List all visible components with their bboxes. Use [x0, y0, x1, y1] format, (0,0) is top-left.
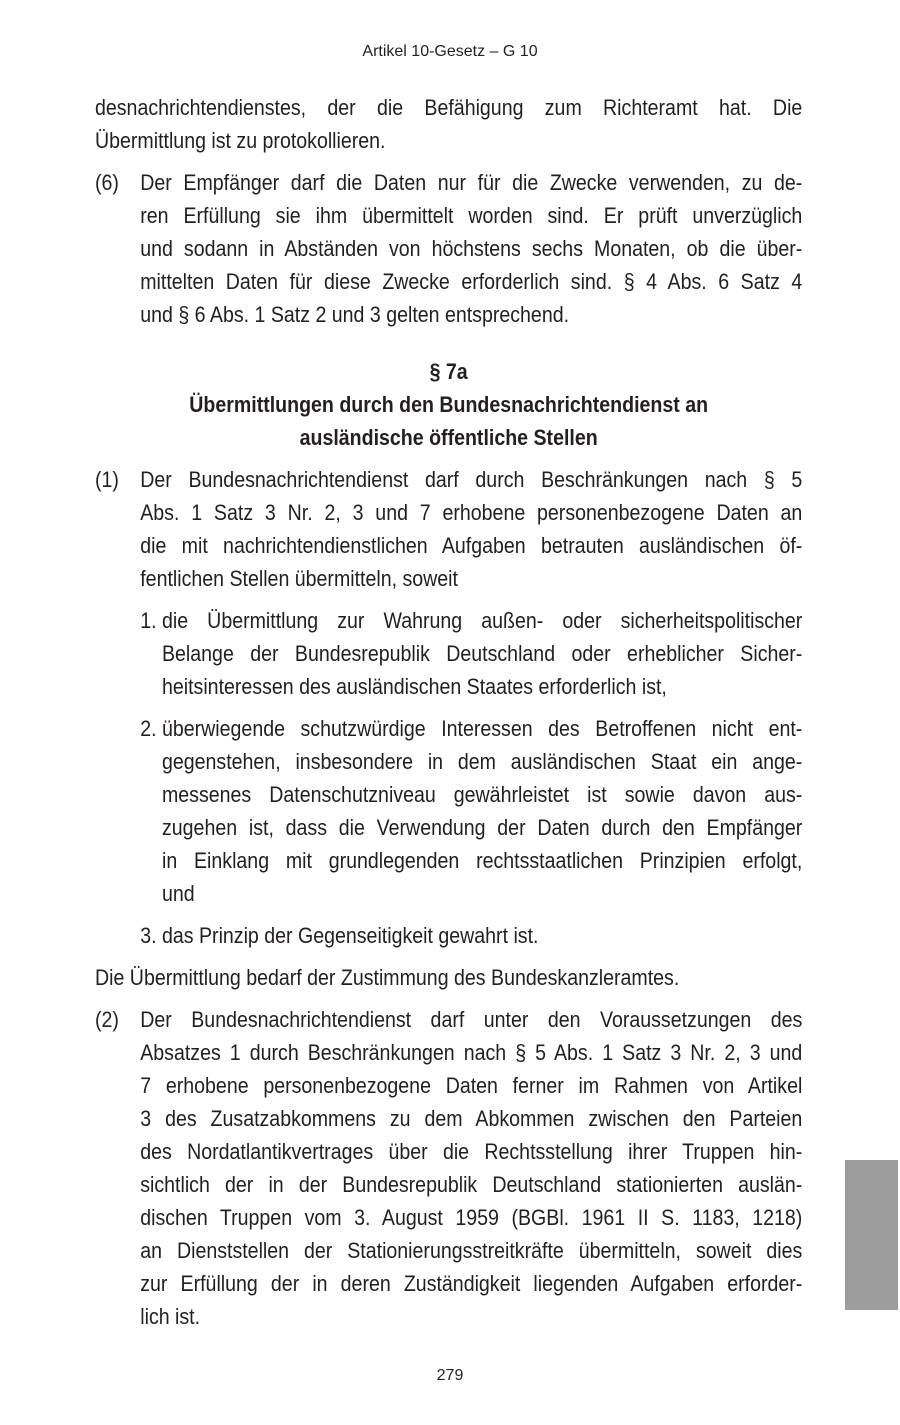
text-line: überwiegende schutzwürdige Interessen des Betroffenen nicht ent- — [161, 716, 803, 741]
text-line: und — [161, 881, 195, 906]
text-line: die mit nachrichtendienstlichen Aufgaben betrauten ausländischen öf- — [140, 533, 803, 558]
paragraph-text — [95, 604, 802, 703]
paragraph — [95, 166, 802, 331]
text-line: zugehen ist, dass die Verwendung der Daten durch den Empfänger — [161, 815, 803, 840]
running-header: Artikel 10-Gesetz – G 10 — [362, 43, 538, 60]
text-line: 7 erhobene personenbezogene Daten ferner im Rahmen von Artikel — [140, 1073, 803, 1098]
text-line: fentlichen Stellen übermitteln, soweit — [140, 566, 458, 591]
text-line: Die Übermittlung bedarf der Zustimmung des Bundeskanzleramtes. — [95, 965, 680, 990]
paragraph-text — [95, 1003, 802, 1333]
body-text — [95, 91, 802, 1333]
text-line: messenes Datenschutzniveau gewährleistet ist sowie davon aus- — [161, 782, 803, 807]
paragraph-number: (6) — [95, 170, 119, 195]
list-item — [95, 712, 802, 910]
paragraph-2 — [95, 1003, 802, 1333]
page-number: 279 — [436, 1367, 464, 1384]
section-title-line: ausländische öffentliche Stellen — [299, 425, 598, 450]
text-line: und § 6 Abs. 1 Satz 2 und 3 gelten entsprechend. — [140, 302, 570, 327]
text-line: lich ist. — [140, 1304, 201, 1329]
paragraph-number: (2) — [95, 1007, 119, 1032]
text-line: Der Bundesnachrichtendienst darf unter den Voraussetzungen des — [140, 1007, 803, 1032]
text-line: heitsinteressen des ausländischen Staates erforderlich ist, — [161, 674, 667, 699]
paragraph — [95, 91, 802, 157]
paragraph-number: 3. — [140, 923, 157, 948]
thumb-index-tab — [845, 1160, 898, 1310]
text-line: das Prinzip der Gegenseitigkeit gewahrt ist. — [161, 923, 539, 948]
consent-sentence — [95, 961, 802, 994]
text-line: mittelten Daten für diese Zwecke erforderlich sind. § 4 Abs. 6 Satz 4 — [140, 269, 803, 294]
list-item — [95, 604, 802, 703]
paragraph-text — [95, 463, 802, 595]
paragraph-number: 2. — [140, 716, 157, 741]
list-item — [95, 919, 802, 952]
paragraph-number: 1. — [140, 608, 157, 633]
text-line: in Einklang mit grundlegenden rechtsstaatlichen Prinzipien erfolgt, — [161, 848, 803, 873]
text-line: Übermittlung ist zu protokollieren. — [95, 128, 386, 153]
text-line: des Nordatlantikvertrages über die Rechtsstellung ihrer Truppen hin- — [140, 1139, 803, 1164]
text-line: und sodann in Abständen von höchstens sechs Monaten, ob die über- — [140, 236, 803, 261]
section-heading — [95, 355, 802, 454]
text-line: Der Empfänger darf die Daten nur für die Zwecke verwenden, zu de- — [140, 170, 803, 195]
text-line: Abs. 1 Satz 3 Nr. 2, 3 und 7 erhobene personenbezogene Daten an — [140, 500, 803, 525]
section-title-line: Übermittlungen durch den Bundesnachrichtendienst an — [189, 392, 709, 417]
text-line: sichtlich der in der Bundesrepublik Deutschland stationierten auslän- — [140, 1172, 803, 1197]
text-line: an Dienststellen der Stationierungsstreitkräfte übermitteln, soweit dies — [140, 1238, 803, 1263]
paragraph-1 — [95, 463, 802, 595]
paragraph-text — [95, 91, 802, 157]
text-line: die Übermittlung zur Wahrung außen- oder sicherheitspolitischer — [161, 608, 803, 633]
paragraph-text — [95, 919, 802, 952]
text-line: Absatzes 1 durch Beschränkungen nach § 5 Abs. 1 Satz 3 Nr. 2, 3 und — [140, 1040, 803, 1065]
text-line: dischen Truppen vom 3. August 1959 (BGBl. 1961 II S. 1183, 1218) — [140, 1205, 803, 1230]
text-line: Der Bundesnachrichtendienst darf durch Beschränkungen nach § 5 — [140, 467, 803, 492]
paragraph-number: (1) — [95, 467, 119, 492]
text-line: 3 des Zusatzabkommens zu dem Abkommen zwischen den Parteien — [140, 1106, 803, 1131]
paragraph-text — [95, 166, 802, 331]
text-line: zur Erfüllung der in deren Zuständigkeit liegenden Aufgaben erforder- — [140, 1271, 803, 1296]
text-line: Belange der Bundesrepublik Deutschland oder erheblicher Sicher- — [161, 641, 803, 666]
section-number: § 7a — [429, 359, 468, 384]
text-line: ren Erfüllung sie ihm übermittelt worden sind. Er prüft unverzüglich — [140, 203, 803, 228]
text-line: gegenstehen, insbesondere in dem ausländischen Staat ein ange- — [161, 749, 803, 774]
paragraph-text — [95, 712, 802, 910]
text-line: desnachrichtendienstes, der die Befähigung zum Richteramt hat. Die — [95, 95, 803, 120]
